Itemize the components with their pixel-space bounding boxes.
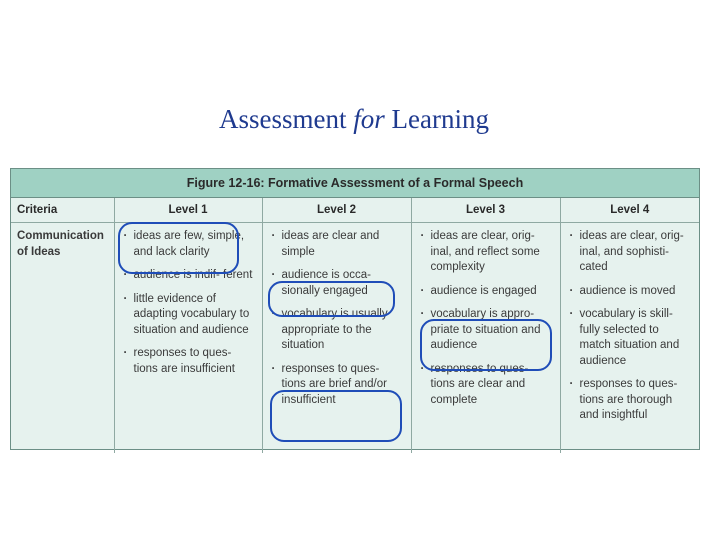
title-part-3: Learning — [391, 104, 489, 134]
list-item: · ideas are clear, orig- inal, and reflect some complexity — [420, 229, 552, 276]
rubric-table — [11, 198, 699, 453]
criteria-label: Communication of Ideas — [17, 230, 104, 258]
list-item: · responses to ques- tions are thorough and insightful — [569, 377, 692, 424]
list-item: · vocabulary is usually appropriate to the situation — [271, 307, 403, 354]
title-part-1: Assessment — [219, 104, 347, 134]
list-item: · audience is occa- sionally engaged — [271, 268, 403, 299]
list-item: · vocabulary is appro- priate to situation and audience — [420, 307, 552, 354]
list-item: · audience is moved — [569, 284, 692, 300]
list-item: · responses to ques- tions are insufficient — [123, 346, 254, 377]
criteria-cell — [11, 223, 114, 454]
list-item: · little evidence of adapting vocabulary to situation and audience — [123, 292, 254, 339]
header-criteria: Criteria — [11, 198, 114, 223]
level-1-cell — [114, 223, 262, 454]
list-item: · audience is indif- ferent — [123, 268, 254, 284]
header-level-4: Level 4 — [560, 198, 699, 223]
list-item: · responses to ques- tions are clear and complete — [420, 362, 552, 409]
level-4-cell — [560, 223, 699, 454]
list-item: · ideas are clear, orig- inal, and sophisti- cated — [569, 229, 692, 276]
list-item: · responses to ques- tions are brief and/or insufficient — [271, 362, 403, 409]
table-row — [11, 223, 699, 454]
rubric-figure — [10, 168, 700, 450]
header-level-1: Level 1 — [114, 198, 262, 223]
title-part-2: for — [353, 104, 385, 134]
level-2-cell — [262, 223, 411, 454]
level-3-cell — [411, 223, 560, 454]
list-item: · ideas are clear and simple — [271, 229, 403, 260]
header-level-2: Level 2 — [262, 198, 411, 223]
list-item: · vocabulary is skill- fully selected to match situation and audience — [569, 307, 692, 369]
list-item: · audience is engaged — [420, 284, 552, 300]
figure-title: Figure 12-16: Formative Assessment of a Formal Speech — [11, 169, 699, 198]
list-item: · ideas are few, simple, and lack clarity — [123, 229, 254, 260]
header-level-3: Level 3 — [411, 198, 560, 223]
slide-title — [0, 104, 708, 135]
header-row — [11, 198, 699, 223]
